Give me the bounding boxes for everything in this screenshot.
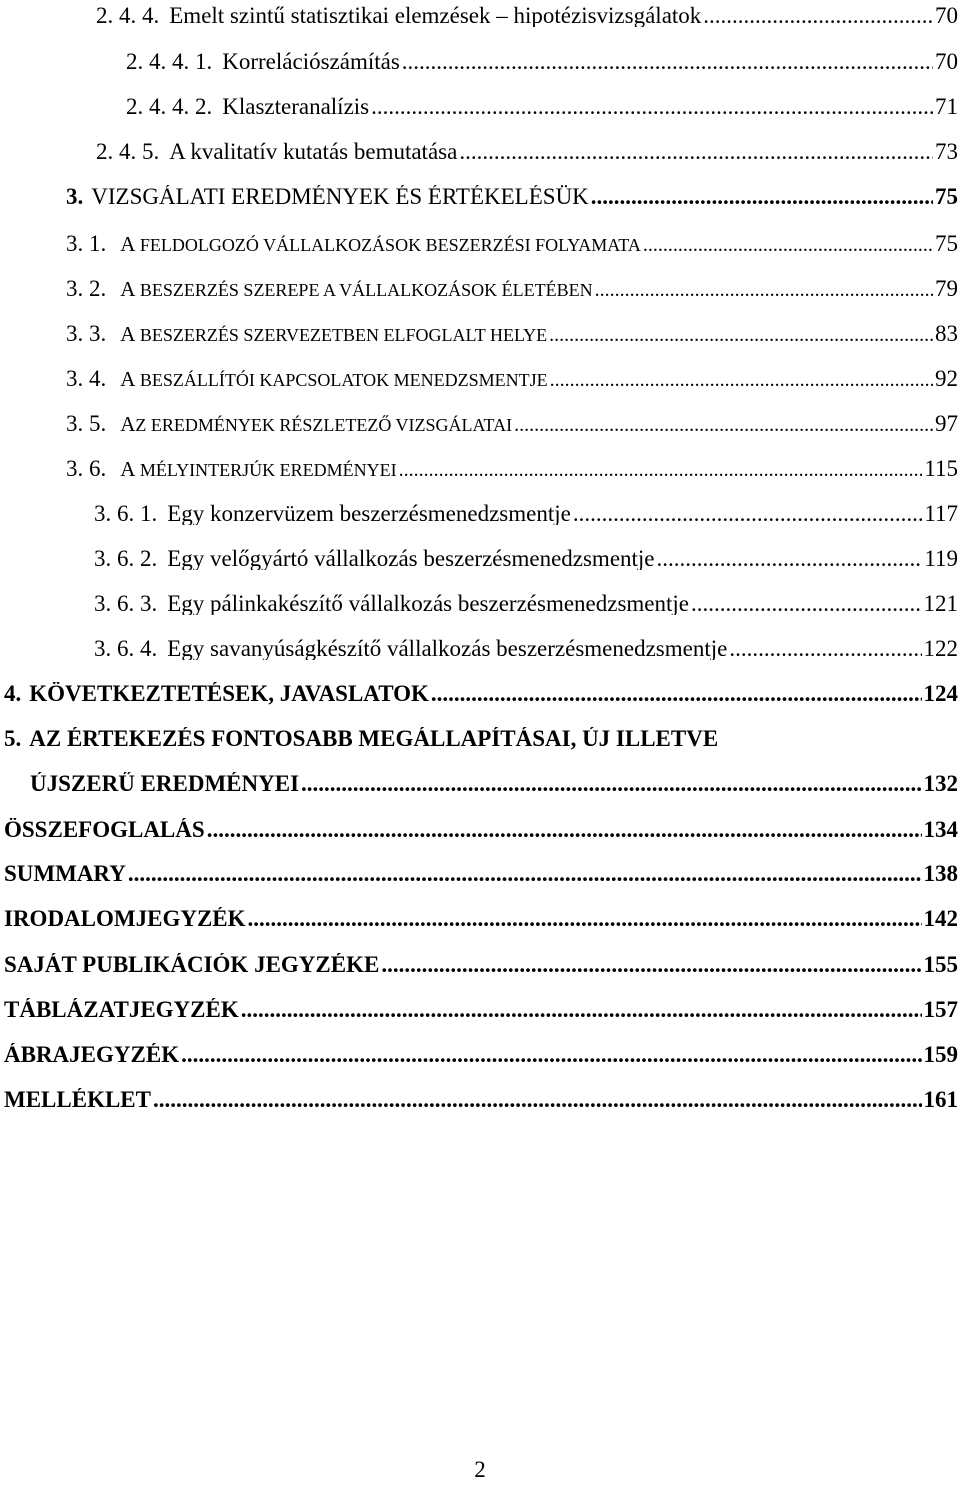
toc-entry[interactable]: [66, 232, 958, 255]
toc-entry-number: 2. 4. 4.: [96, 4, 160, 27]
toc-entry[interactable]: [4, 818, 958, 841]
toc-entry[interactable]: [126, 95, 958, 118]
toc-entry-leader: [207, 818, 922, 841]
toc-entry-number: 3. 2.: [66, 277, 107, 300]
toc-entry-leader: [371, 95, 933, 118]
toc-entry-page: 70: [935, 50, 958, 73]
toc-entry-title: A BESZERZÉS SZERVEZETBEN ELFOGLALT HELYE: [120, 322, 548, 345]
toc-entry[interactable]: [94, 547, 958, 570]
toc-entry-page: 117: [924, 502, 958, 525]
toc-entry-title: SUMMARY: [4, 862, 126, 885]
toc-entry-title: Klaszteranalízis: [222, 95, 370, 118]
toc-entry-leader: [459, 140, 933, 163]
page-number: 2: [474, 1457, 486, 1482]
toc-entry-title: SAJÁT PUBLIKÁCIÓK JEGYZÉKE: [4, 953, 380, 976]
toc-entry-page: 92: [935, 367, 958, 390]
toc-entry-page: 124: [923, 682, 958, 705]
toc-entry-title: Egy velőgyártó vállalkozás beszerzésmenedzsmentje: [167, 547, 655, 570]
toc-entry-title: TÁBLÁZATJEGYZÉK: [4, 998, 239, 1021]
toc-entry-title: Egy savanyúságkészítő vállalkozás beszerzésmenedzsmentje: [167, 637, 728, 660]
toc-entry-page: 122: [923, 637, 958, 660]
toc-entry-title: ÁBRAJEGYZÉK: [4, 1043, 180, 1066]
toc-entry-title: A MÉLYINTERJÚK EREDMÉNYEI: [120, 457, 397, 480]
toc-entry-number: 3.: [66, 185, 84, 208]
toc-entry-number: 3. 6.: [66, 457, 107, 480]
toc-entry-title: Korrelációszámítás: [222, 50, 400, 73]
toc-entry-number: 2. 4. 5.: [96, 140, 160, 163]
toc-entry-title: ÚJSZERŰ EREDMÉNYEI: [30, 772, 300, 795]
toc-entry[interactable]: [4, 998, 958, 1021]
toc-entry[interactable]: [94, 637, 958, 660]
toc-entry[interactable]: [94, 592, 958, 615]
toc-entry-leader: [431, 682, 922, 705]
toc-entry-page: 134: [923, 818, 958, 841]
toc-entry-number: 3. 5.: [66, 412, 107, 435]
toc-entry-number: 3. 3.: [66, 322, 107, 345]
toc-entry-page: 83: [935, 322, 958, 345]
toc-entry[interactable]: [66, 185, 958, 208]
toc-entry-page: 115: [924, 457, 958, 480]
toc-entry-page: 157: [923, 998, 958, 1021]
toc-entry-page: 97: [935, 412, 958, 435]
toc-entry[interactable]: [94, 502, 958, 525]
toc-entry-title: VIZSGÁLATI EREDMÉNYEK ÉS ÉRTÉKELÉSÜK: [91, 185, 589, 208]
toc-entry-number: 3. 6. 4.: [94, 637, 158, 660]
toc-entry-leader: [514, 415, 933, 435]
toc-entry-title: A BESZERZÉS SZEREPE A VÁLLALKOZÁSOK ÉLETÉBEN: [120, 277, 593, 300]
toc-entry-number: 3. 6. 3.: [94, 592, 158, 615]
toc-entry-leader: [248, 907, 922, 930]
toc-entry[interactable]: [66, 367, 958, 390]
toc-entry-title: Egy konzervüzem beszerzésmenedzsmentje: [167, 502, 571, 525]
toc-entry-page: 155: [923, 953, 958, 976]
toc-entry[interactable]: [4, 1088, 958, 1111]
toc-entry-leader: [703, 4, 933, 27]
toc-entry[interactable]: [4, 907, 958, 930]
toc-entry-page: 75: [935, 232, 958, 255]
toc-entry-title: A BESZÁLLÍTÓI KAPCSOLATOK MENEDZSMENTJE: [120, 367, 548, 390]
toc-entry-title: AZ ÉRTEKEZÉS FONTOSABB MEGÁLLAPÍTÁSAI, ÚJ ILLETVE: [29, 727, 719, 750]
toc-entry-leader: [591, 185, 933, 208]
toc-entry[interactable]: [66, 457, 958, 480]
toc-entry[interactable]: [66, 412, 958, 435]
toc-entry-page: 79: [935, 277, 958, 300]
toc-entry-number: 4.: [4, 682, 22, 705]
toc-entry-title: A kvalitatív kutatás bemutatása: [169, 140, 458, 163]
toc-entry[interactable]: [96, 4, 958, 27]
toc-entry-page: 132: [923, 772, 958, 795]
toc-entry-leader: [729, 637, 921, 660]
toc-entry[interactable]: [4, 862, 958, 885]
toc-entry[interactable]: [126, 50, 958, 73]
toc-entry[interactable]: [4, 727, 958, 750]
toc-entry-leader: [153, 1088, 922, 1111]
toc-entry-title: Emelt szintű statisztikai elemzések – hipotézisvizsgálatok: [169, 4, 702, 27]
toc-entry[interactable]: [4, 682, 958, 705]
toc-entry-leader: [643, 235, 933, 255]
toc-entry-title: IRODALOMJEGYZÉK: [4, 907, 246, 930]
toc-entry-page: 159: [923, 1043, 958, 1066]
toc-entry-number: 3. 4.: [66, 367, 107, 390]
toc-entry-leader: [691, 592, 921, 615]
toc-entry-leader: [301, 772, 921, 795]
toc-entry-page: 161: [923, 1088, 958, 1111]
toc-entry-leader: [181, 1043, 921, 1066]
toc-entry-number: 3. 1.: [66, 232, 107, 255]
toc-entry-leader: [128, 862, 922, 885]
toc-entry-page: 71: [935, 95, 958, 118]
toc-entry-leader: [595, 280, 933, 300]
toc-entry-page: 121: [923, 592, 958, 615]
toc-entry-leader: [381, 953, 921, 976]
toc-entry-title: KÖVETKEZTETÉSEK, JAVASLATOK: [29, 682, 429, 705]
toc-entry[interactable]: [30, 772, 958, 795]
toc-entry-leader: [573, 502, 923, 525]
toc-entry-page: 70: [935, 4, 958, 27]
toc-entry-leader: [402, 50, 933, 73]
toc-entry-number: 2. 4. 4. 2.: [126, 95, 213, 118]
toc-entry-title: Egy pálinkakészítő vállalkozás beszerzésmenedzsmentje: [167, 592, 690, 615]
toc-entry-title: MELLÉKLET: [4, 1088, 151, 1111]
toc-entry-number: 5.: [4, 727, 22, 750]
toc-entry-leader: [241, 998, 922, 1021]
toc-entry-leader: [549, 325, 933, 345]
toc-entry-page: 142: [923, 907, 958, 930]
toc-entry-page: 119: [924, 547, 958, 570]
toc-entry-title: AZ EREDMÉNYEK RÉSZLETEZŐ VIZSGÁLATAI: [120, 412, 513, 435]
toc-entry-leader: [657, 547, 923, 570]
toc-entry-leader: [399, 460, 923, 480]
toc-entry-page: 73: [935, 140, 958, 163]
toc-entry-number: 3. 6. 1.: [94, 502, 158, 525]
toc-entry-page: 138: [923, 862, 958, 885]
toc-entry[interactable]: [4, 953, 958, 976]
toc-entry[interactable]: [4, 1043, 958, 1066]
toc-entry[interactable]: [96, 140, 958, 163]
toc-entry[interactable]: [66, 322, 958, 345]
toc-entry-page: 75: [935, 185, 958, 208]
toc-entry-number: 2. 4. 4. 1.: [126, 50, 213, 73]
toc-entry-title: A FELDOLGOZÓ VÁLLALKOZÁSOK BESZERZÉSI FOLYAMATA: [120, 232, 641, 255]
toc-entry[interactable]: [66, 277, 958, 300]
toc-entry-number: 3. 6. 2.: [94, 547, 158, 570]
toc-entry-title: ÖSSZEFOGLALÁS: [4, 818, 205, 841]
toc-entry-leader: [550, 370, 933, 390]
